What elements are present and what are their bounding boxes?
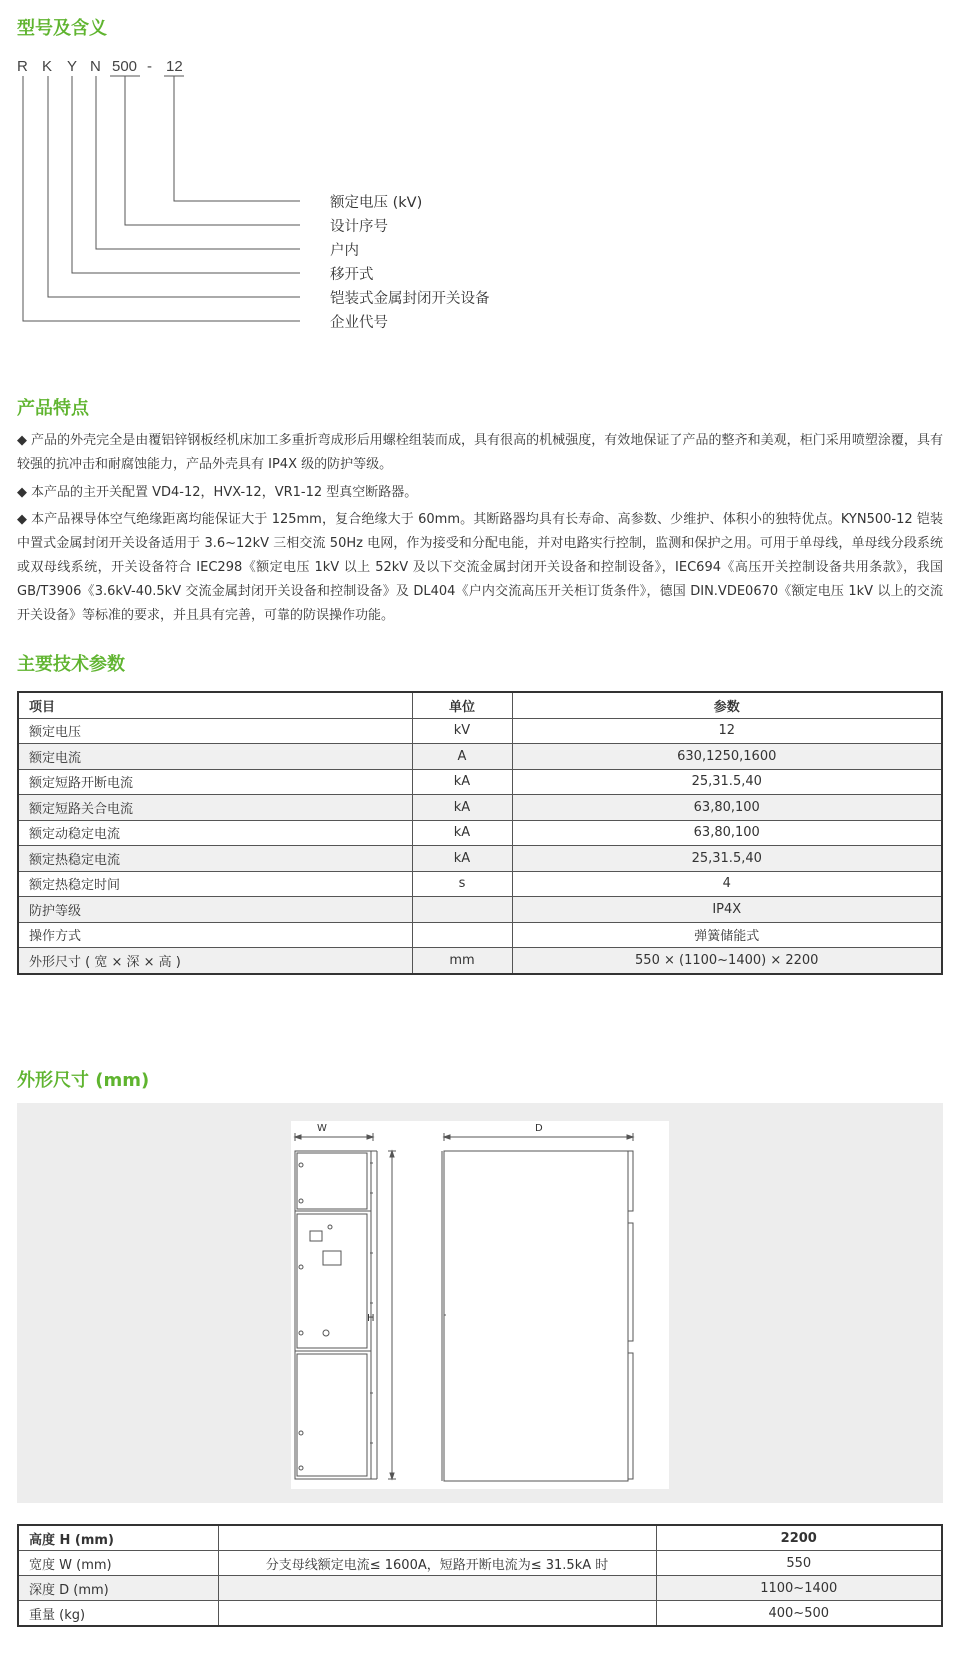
table-row [18, 718, 942, 744]
table-row [18, 820, 942, 846]
spec-item: 额定短路关合电流 [18, 795, 412, 821]
code-number-500: 500 [112, 58, 138, 75]
spec-unit: mm [412, 948, 512, 974]
dims-header-height: 高度 H (mm) [18, 1525, 218, 1551]
dim-value: 1100~1400 [656, 1576, 942, 1601]
spec-value: 63,80,100 [512, 795, 942, 821]
table-row [18, 1601, 942, 1627]
spec-value: 63,80,100 [512, 820, 942, 846]
dim-value: 550 [656, 1551, 942, 1576]
table-row [18, 795, 942, 821]
meaning-withdrawable: 移开式 [330, 267, 374, 283]
table-row [18, 769, 942, 795]
dims-header-blank [218, 1525, 656, 1551]
dim-condition [218, 1576, 656, 1601]
meaning-design-serial: 设计序号 [330, 219, 388, 235]
code-letter-k: K [42, 58, 53, 75]
switchgear-outline-drawing [17, 1103, 943, 1503]
bullet-diamond-icon: ◆ [17, 485, 27, 500]
meaning-rated-voltage: 额定电压 (kV) [330, 195, 423, 211]
table-row [18, 1551, 942, 1576]
dimensions-table [17, 1524, 943, 1627]
code-letter-r: R [17, 58, 28, 75]
table-row [18, 922, 942, 948]
specs-section-title: 主要技术参数 [17, 654, 125, 675]
feature-paragraph-2 [17, 481, 943, 505]
table-row [18, 846, 942, 872]
spec-value: 630,1250,1600 [512, 744, 942, 770]
feature-paragraph-3 [17, 508, 943, 628]
spec-unit: kA [412, 769, 512, 795]
spec-value: 550 × (1100~1400) × 2200 [512, 948, 942, 974]
spec-unit: A [412, 744, 512, 770]
specs-header-row [18, 692, 942, 718]
features-section-title: 产品特点 [17, 398, 89, 419]
feature-paragraph-1 [17, 429, 943, 477]
dim-value: 400~500 [656, 1601, 942, 1627]
depth-label: D [535, 1123, 543, 1134]
table-row [18, 897, 942, 923]
dim-item: 重量 (kg) [18, 1601, 218, 1627]
width-label: W [317, 1123, 327, 1134]
table-row [18, 871, 942, 897]
bullet-diamond-icon: ◆ [17, 512, 28, 527]
spec-unit: kA [412, 820, 512, 846]
spec-unit [412, 897, 512, 923]
bullet-diamond-icon: ◆ [17, 433, 28, 448]
specs-table [17, 691, 943, 975]
code-dash: - [147, 58, 152, 75]
spec-unit [412, 922, 512, 948]
feature-text-1: 产品的外壳完全是由覆铝锌钢板经机床加工多重折弯成形后用螺栓组装而成，具有很高的机械强度，有效地保证了产品的整齐和美观，柜门采用喷塑涂覆，具有较强的抗冲击和耐腐蚀能力，产品外壳具有 IP4X 级的防护等级。 [17, 433, 943, 472]
spec-item: 额定短路开断电流 [18, 769, 412, 795]
feature-text-3: 本产品裸导体空气绝缘距离均能保证大于 125mm，复合绝缘大于 60mm。其断路器均具有长寿命、高参数、少维护、体积小的独特优点。KYN500-12 铠装中置式金属封闭开关设备适用于 3.6~12kV 三相交流 50Hz 电网，作为接受和分配电能，并对电路实行控制，监测和保护之用。可用于单母线，单母线分段系统或双母线系统，开关设备符合 IEC298《额定电压 1kV 以上 52kV 及以下交流金属封闭开关设备和控制设备》，IEC694《高压开关控制设备共用条款》，我国 GB/T3906《3.6kV-40.5kV 交流金属封闭开关设备和控制设备》及 DL404《户内交流高压开关柜订货条件》，德国 DIN.VDE0670《额定电压 1kV 以上的交流开关设备》等标准的要求，并且具有完善，可靠的防误操作功能。 [17, 512, 944, 623]
model-code-leader-lines [0, 0, 340, 340]
spec-item: 额定电压 [18, 718, 412, 744]
meaning-indoor: 户内 [330, 243, 359, 259]
spec-value: 4 [512, 871, 942, 897]
table-row [18, 744, 942, 770]
specs-header-value: 参数 [512, 692, 942, 718]
spec-item: 额定电流 [18, 744, 412, 770]
spec-item: 外形尺寸 ( 宽 × 深 × 高 ) [18, 948, 412, 974]
code-letter-y: Y [67, 58, 78, 75]
spec-value: 弹簧储能式 [512, 922, 942, 948]
spec-item: 防护等级 [18, 897, 412, 923]
feature-text-2: 本产品的主开关配置 VD4-12，HVX-12，VR1-12 型真空断路器。 [31, 485, 418, 500]
spec-item: 额定动稳定电流 [18, 820, 412, 846]
height-label: H [367, 1313, 375, 1324]
model-section-title: 型号及含义 [17, 18, 107, 39]
spec-unit: kA [412, 846, 512, 872]
specs-header-unit: 单位 [412, 692, 512, 718]
dim-condition: 分支母线额定电流≤ 1600A，短路开断电流为≤ 31.5kA 时 [218, 1551, 656, 1576]
dimensions-section-title: 外形尺寸 (mm) [17, 1070, 150, 1091]
dim-item: 宽度 W (mm) [18, 1551, 218, 1576]
meaning-company-code: 企业代号 [330, 315, 388, 331]
specs-header-item: 项目 [18, 692, 412, 718]
dim-condition [218, 1601, 656, 1627]
spec-value: IP4X [512, 897, 942, 923]
spec-unit: kA [412, 795, 512, 821]
spec-item: 操作方式 [18, 922, 412, 948]
dims-header-row [18, 1525, 942, 1551]
spec-unit: kV [412, 718, 512, 744]
spec-item: 额定热稳定电流 [18, 846, 412, 872]
spec-value: 25,31.5,40 [512, 846, 942, 872]
spec-unit: s [412, 871, 512, 897]
table-row [18, 948, 942, 974]
table-row [18, 1576, 942, 1601]
dimension-drawing-panel [17, 1103, 943, 1503]
meaning-armored-switchgear: 铠装式金属封闭开关设备 [330, 291, 490, 307]
spec-item: 额定热稳定时间 [18, 871, 412, 897]
spec-value: 25,31.5,40 [512, 769, 942, 795]
code-letter-n: N [90, 58, 101, 75]
dim-item: 深度 D (mm) [18, 1576, 218, 1601]
code-voltage-12: 12 [166, 58, 183, 75]
dims-header-height-value: 2200 [656, 1525, 942, 1551]
spec-value: 12 [512, 718, 942, 744]
